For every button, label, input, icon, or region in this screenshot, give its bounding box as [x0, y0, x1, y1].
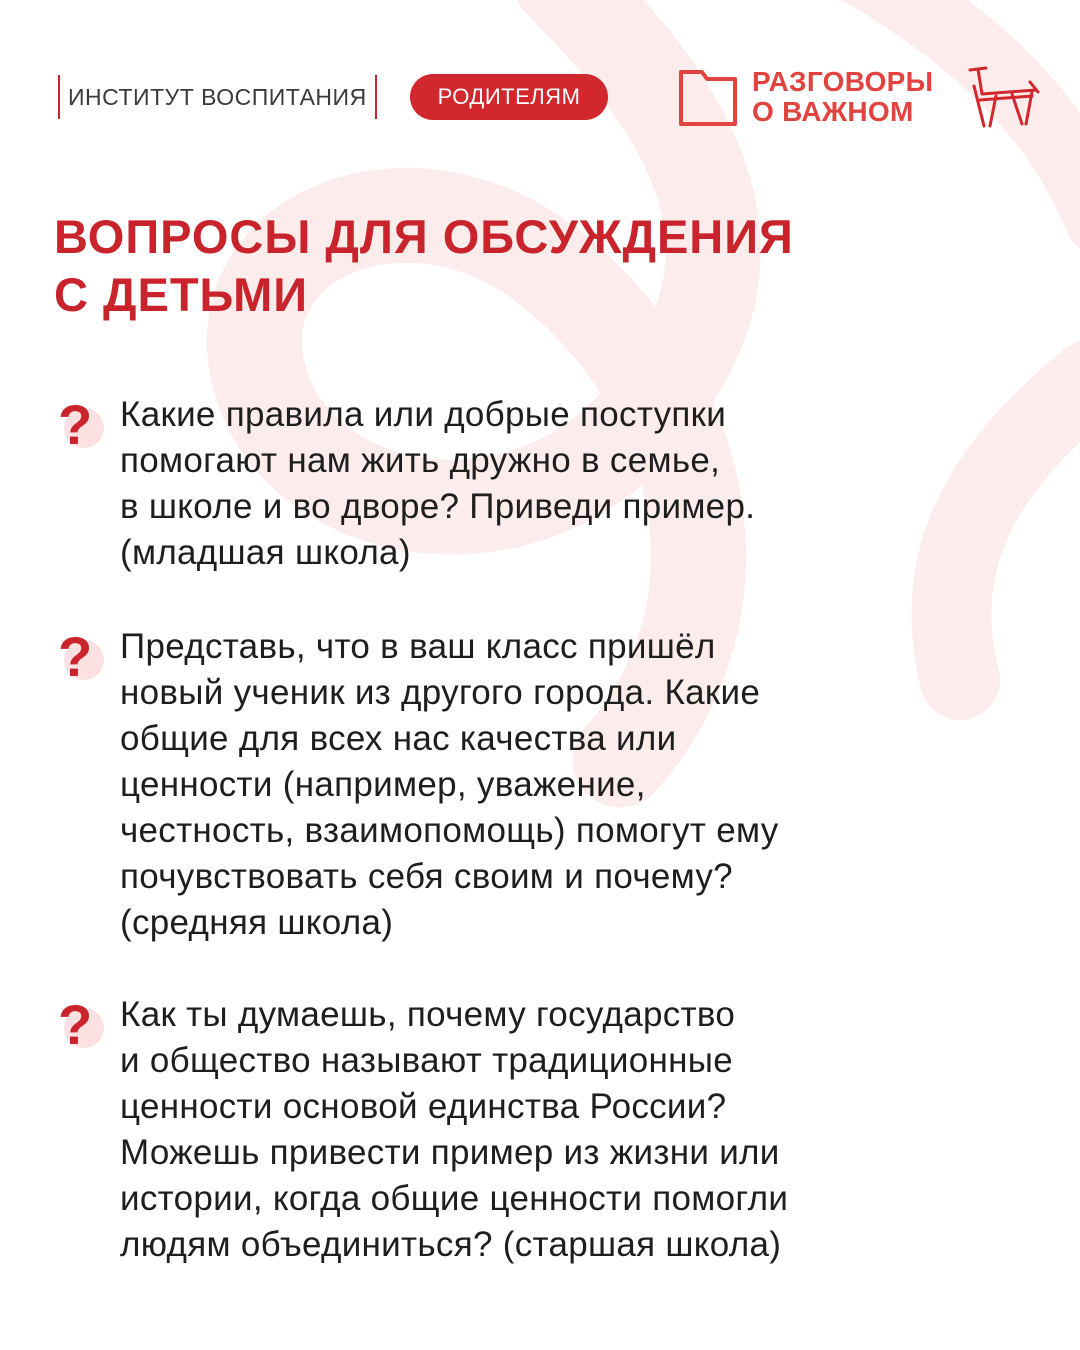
question-text: [120, 624, 960, 946]
question-text: [120, 392, 960, 576]
title-line-2: С ДЕТЬМИ: [54, 268, 309, 321]
svg-text:?: ?: [58, 625, 93, 684]
page-title: [54, 208, 954, 324]
question-line: истории, когда общие ценности помогли: [120, 1179, 789, 1218]
question-line: людям объединиться? (старшая школа): [120, 1225, 782, 1264]
brand-institute[interactable]: ИНСТИТУТ ВОСПИТАНИЯ: [58, 75, 377, 119]
svg-text:?: ?: [58, 393, 93, 452]
question-line: Можешь привести пример из жизни или: [120, 1133, 780, 1172]
question-line: Какие правила или добрые поступки: [120, 395, 727, 434]
question-line: (средняя школа): [120, 903, 394, 942]
chair-icon: [966, 66, 1042, 128]
question-line: почувствовать себя своим и почему?: [120, 857, 733, 896]
logo-text: [752, 67, 933, 127]
question-line: ценности основой единства России?: [120, 1087, 727, 1126]
question-line: и общество называют традиционные: [120, 1041, 733, 1080]
logo-line-2: О ВАЖНОМ: [752, 96, 914, 127]
logo-razgovory[interactable]: [678, 66, 933, 128]
question-line: ценности (например, уважение,: [120, 765, 646, 804]
question-mark-icon: [54, 392, 106, 452]
question-line: Как ты думаешь, почему государство: [120, 995, 736, 1034]
question-line: честность, взаимопомощь) помогут ему: [120, 811, 779, 850]
question-line: Представь, что в ваш класс пришёл: [120, 627, 716, 666]
folder-icon: [678, 66, 738, 128]
logo-line-1: РАЗГОВОРЫ: [752, 66, 934, 97]
question-mark-icon: [54, 624, 106, 684]
title-line-1: ВОПРОСЫ ДЛЯ ОБСУЖДЕНИЯ: [54, 210, 794, 263]
parents-tag-button[interactable]: РОДИТЕЛЯМ: [410, 74, 608, 120]
question-line: общие для всех нас качества или: [120, 719, 677, 758]
question-line: новый ученик из другого города. Какие: [120, 673, 761, 712]
question-text: [120, 992, 960, 1268]
svg-text:?: ?: [58, 993, 93, 1052]
question-line: (младшая школа): [120, 533, 411, 572]
question-line: помогают нам жить дружно в семье,: [120, 441, 721, 480]
question-mark-icon: [54, 992, 106, 1052]
question-line: в школе и во дворе? Приведи пример.: [120, 487, 756, 526]
header: [0, 0, 1080, 200]
